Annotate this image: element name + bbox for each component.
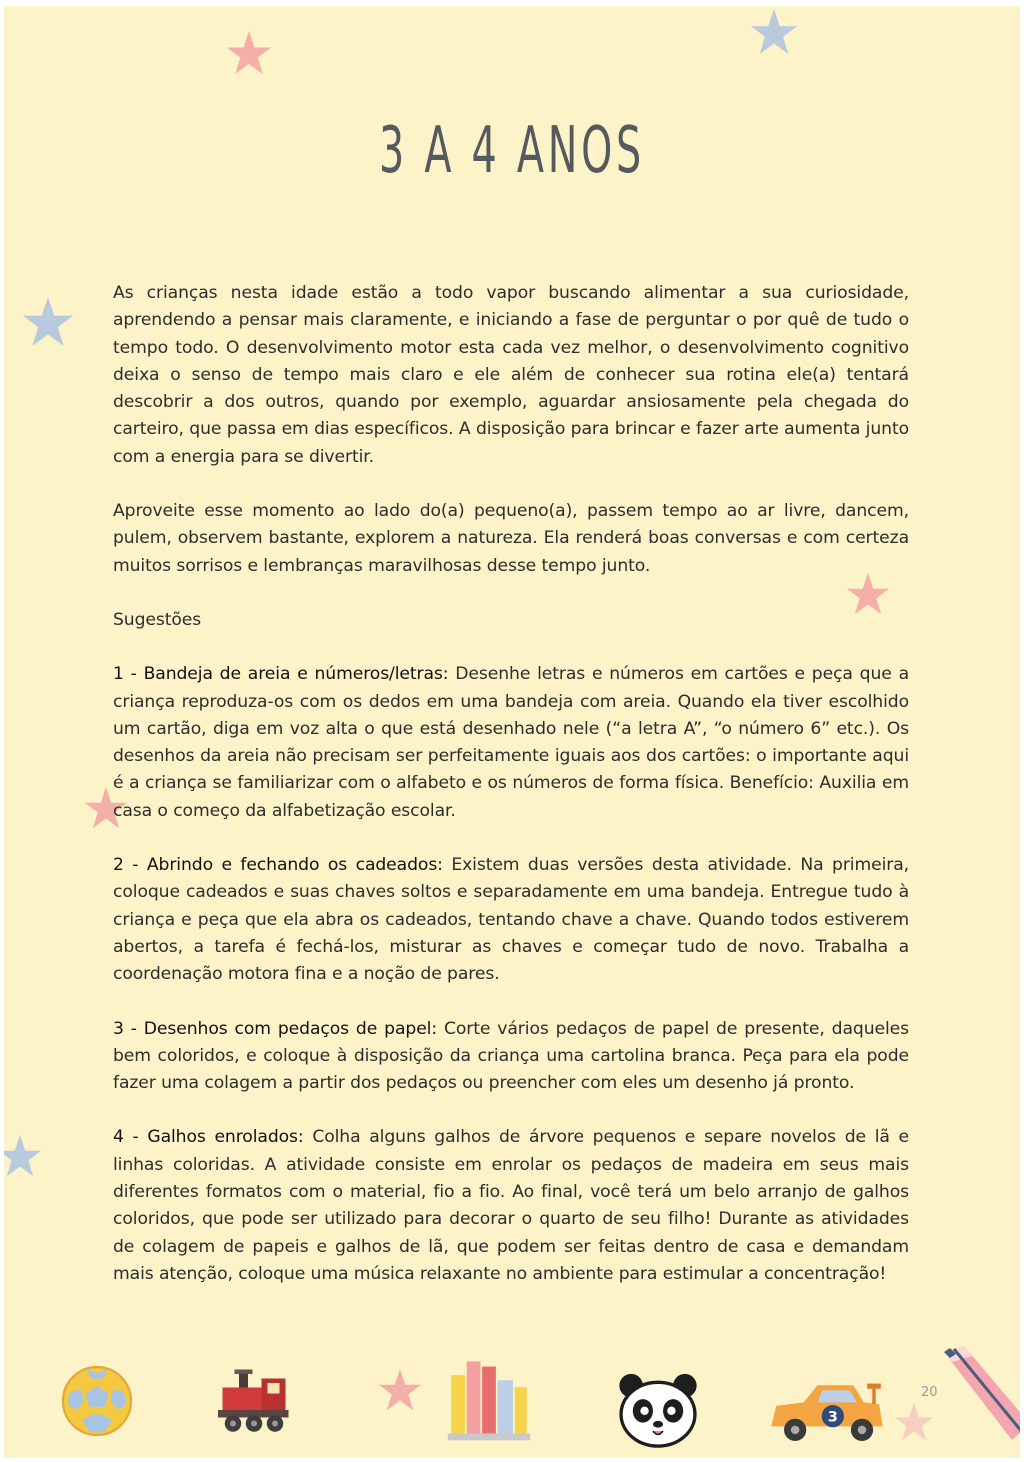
soccer-ball-icon — [60, 1364, 134, 1438]
suggestion-label: 3 - Desenhos com pedaços de papel: — [113, 1018, 438, 1039]
star-blue-icon — [4, 1134, 42, 1178]
star-blue-icon — [22, 296, 74, 348]
body-text — [113, 280, 909, 1315]
suggestion-text: Colha alguns galhos de árvore pequenos e separe novelos de lã e linhas coloridas. A atividade consiste em enrolar os pedaços de madeira em seus mais diferentes formatos com o material, fio a fio. Ao final, você terá um belo arranjo de galhos coloridos, que pode ser utilizado para decorar o quarto de seu filho! Durante as atividades de colagem de papeis e galhos de lã, que podem ser feitas dentro de casa e demandam mais atenção, coloque uma música relaxante no ambiente para estimular a concentração! — [113, 1127, 909, 1284]
suggestion-label: 2 - Abrindo e fechando os cadeados: — [113, 855, 443, 876]
panda-icon — [616, 1372, 700, 1448]
race-car-icon — [766, 1376, 886, 1446]
star-pink-icon — [894, 1402, 934, 1442]
train-icon — [216, 1368, 292, 1434]
suggestion-label: 4 - Galhos enrolados: — [113, 1127, 304, 1148]
page-number: 20 — [921, 1385, 938, 1400]
page-title: 3 A 4 ANOS — [379, 114, 645, 188]
suggestion-item — [113, 852, 909, 988]
star-pink-icon — [378, 1368, 422, 1412]
suggestion-text: Existem duas versões desta atividade. Na primeira, coloque cadeados e suas chaves soltos e separadamente em uma bandeja. Entregue tudo à criança e peça que ela abra os cadeados, tentando chave a chave. Quando todos estiverem abertos, a tarefa é fechá-los, misturar as chaves e começar tudo de novo. Trabalha a coordenação motora fina e a noção de pares. — [113, 855, 910, 985]
advice-paragraph: Aproveite esse momento ao lado do(a) pequeno(a), passem tempo ao ar livre, dancem, pulem, observem bastante, explorem a natureza. Ela renderá boas conversas e com certeza muitos sorrisos e lembranças maravilhosas desse tempo junto. — [113, 501, 909, 576]
star-pink-icon — [226, 30, 272, 76]
intro-paragraph: As crianças nesta idade estão a todo vapor buscando alimentar a sua curiosidade, aprendendo a pensar mais claramente, e iniciando a fase de perguntar o por quê de tudo o tempo todo. O desenvolvimento motor esta cada vez melhor, o desenvolvimento cognitivo deixa o senso de tempo mais claro e ele além de conhecer sua rotina ele(a) tentará descobrir a dos outros, quando por exemplo, aguardar ansiosamente pela chegada do carteiro, que passa em dias específicos. A disposição para brincar e fazer arte aumenta junto com a energia para se divertir. — [113, 283, 909, 467]
pencil-icon — [942, 1344, 1020, 1444]
suggestion-item — [113, 661, 909, 825]
document-page — [4, 6, 1020, 1458]
suggestion-text: Corte vários pedaços de papel de presente, daqueles bem coloridos, e coloque à disposição da criança uma cartolina branca. Peça para ela pode fazer uma colagem a partir dos pedaços ou preencher com eles um desenho já pronto. — [113, 1018, 909, 1094]
suggestion-item — [113, 1124, 909, 1288]
suggestion-text: Desenhe letras e números em cartões e peça que a criança reproduza-os com os dedos em uma bandeja com areia. Quando ela tiver escolhido um cartão, diga em voz alta o que está desenhado nele (“a letra A”, “o número 6” etc.). Os desenhos da areia não precisam ser perfeitamente iguais aos dos cartões: o importante aqui é a criança se familiarizar com o alfabeto e os números de forma física. Benefício: Auxilia em casa o começo da alfabetização escolar. — [113, 664, 909, 821]
svg-text:3: 3 — [827, 1408, 838, 1426]
star-blue-icon — [750, 8, 798, 56]
suggestion-item — [113, 1016, 909, 1098]
books-icon — [446, 1358, 532, 1442]
suggestion-label: 1 - Bandeja de areia e números/letras: — [113, 664, 449, 685]
suggestions-heading: Sugestões — [113, 609, 202, 630]
